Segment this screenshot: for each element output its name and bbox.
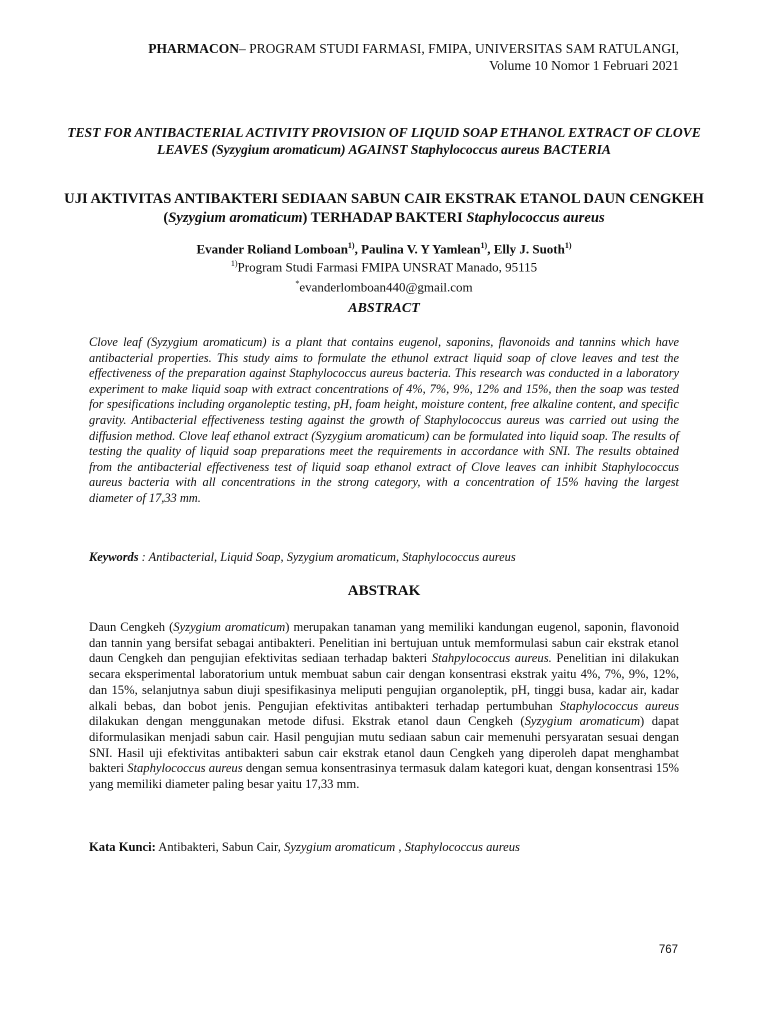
abstrak-segment: ) merupakan tanaman yang memiliki kandungan eugenol, saponin, flavonoid dan tannin yang bersifat sebagai antibakteri. Penelitian ini bertujuan untuk memformulasi sabun cair ekstrak etanol daun Cengkeh dan pengujian efektivitas sediaan terhadap bakteri: [89, 620, 679, 666]
page-number: 767: [658, 944, 678, 956]
keywords-text: : Antibacterial, Liquid Soap, Syzygium aromaticum, Staphylococcus aureus: [138, 550, 516, 564]
title-id-species: Syzygium aromaticum: [168, 210, 303, 226]
abstrak-segment: Daun Cengkeh (: [89, 620, 174, 634]
abstract-english: Clove leaf (Syzygium aromaticum) is a plant that contains eugenol, saponins, flavonoids and tannins which have antibacterial properties. This study aims to formulate the ethunol extract liquid soap of clove leaves and test the effectiveness of the preparation against Staphylococcus aureus bacteria. This research was conducted in a laboratory experiment to make liquid soap with extract concentrations of 4%, 7%, 9%, 12% and 15%, then the soap was tested for spesifications including organoleptic testing, pH, foam height, moisture content, free alkaline content, and specific gravity. Antibacterial effectiveness testing against the growth of Staphylococcus aureus was carried out using the diffusion method. Clove leaf ethanol extract (Syzygium aromaticum) can be formulated into liquid soap. The results of testing the quality of liquid soap preparations meet the requirements in accordance with SNI. The results obtained from the antibacterial effectiveness test of liquid soap ethanol extract of Clove leaves can inhibit Staphylococcus aureus bacteria with all concentrations in the strong category, with a concentration of 15% having the largest diameter of 17,33 mm.: [89, 335, 679, 505]
journal-program: – PROGRAM STUDI FARMASI, FMIPA, UNIVERSITAS SAM RATULANGI,: [239, 41, 679, 56]
kata-kunci-text: Antibakteri, Sabun Cair,: [155, 840, 285, 854]
abstract-heading: ABSTRACT: [348, 301, 420, 316]
author-sup: 1): [480, 241, 488, 250]
affiliation: [60, 255, 708, 296]
abstrak-italic-segment: Stahpylococcus aureus.: [431, 651, 552, 666]
author-sep: ,: [487, 241, 494, 257]
abstrak-indonesian: [89, 620, 679, 793]
abstrak-heading: ABSTRAK: [347, 583, 421, 599]
email-mark: *: [295, 279, 300, 289]
abstrak-segment: dilakukan dengan menggunakan metode difusi. Ekstrak etanol daun Cengkeh (: [89, 714, 525, 729]
author-sup: 1): [564, 241, 572, 250]
author-sep: ,: [354, 241, 362, 257]
kata-kunci-label: Kata Kunci:: [89, 840, 156, 854]
abstrak-italic-segment: Syzygium aromaticum: [524, 714, 641, 729]
kata-kunci-species: Syzygium aromaticum: [284, 840, 396, 854]
affiliation-text: Program Studi Farmasi FMIPA UNSRAT Manado, 95115: [237, 259, 538, 275]
kata-kunci-sep: ,: [395, 840, 405, 854]
author-name: Elly J. Suoth: [493, 241, 565, 257]
abstrak-segment: Penelitian ini dilakukan secara eksperimental laboratorium untuk membuat sabun cair dengan konsentrasi ekstrak yaitu 4%, 7%, 9%, 12%, dan 15%, selanjutnya sabun diuji spesifikasinya meliputi pengujian organoleptik, pH, tinggi busa, kadar air, kadar alkali bebas, dan bobot jenis. Pengujian efektivitas antibakteri terhadap pertumbuhan: [89, 651, 680, 713]
title-id-part2: ) TERHADAP BAKTERI: [302, 210, 467, 226]
kata-kunci: [89, 840, 679, 855]
affiliation-sup: 1): [230, 259, 238, 268]
title-id-part1: UJI AKTIVITAS ANTIBAKTERI SEDIAAN SABUN CAIR EKSTRAK ETANOL DAUN CENGKEH (: [64, 191, 704, 226]
affiliation-line: [60, 255, 708, 275]
author-name: Paulina V. Y Yamlean: [361, 241, 481, 257]
abstrak-italic-segment: Staphylococcus aureus: [127, 761, 243, 776]
journal-volume: Volume 10 Nomor 1 Februari 2021: [489, 58, 679, 73]
abstrak-segment: ) dapat diformulasikan menjadi sabun cair. Hasil pengujian mutu sediaan sabun cair memenuhi persyaratan sesuai dengan SNI. Hasil uji efektivitas antibakteri sabun cair ekstrak etanol daun Cengkeh yang diperoleh dapat menghambat bakteri: [89, 714, 679, 776]
author-email: evanderlomboan440@gmail.com: [299, 279, 473, 295]
abstrak-segment: dengan semua konsentrasinya termasuk dalam kategori kuat, dengan konsentrasi 15% yang memiliki diameter paling besar yaitu 17,33 mm.: [89, 761, 679, 792]
email-line: [60, 275, 708, 295]
header-line-1: [148, 40, 679, 57]
title-id-bacteria: Staphylococcus aureus: [466, 210, 605, 226]
author-sup: 1): [347, 241, 355, 250]
abstrak-italic-segment: Syzygium aromaticum: [173, 620, 286, 634]
abstrak-italic-segment: Staphylococcus aureus: [559, 698, 679, 713]
keywords: [89, 550, 679, 565]
kata-kunci-bacteria: Staphylococcus aureus: [404, 840, 520, 854]
author-name: Evander Roliand Lomboan: [196, 241, 348, 257]
title-english: TEST FOR ANTIBACTERIAL ACTIVITY PROVISION OF LIQUID SOAP ETHANOL EXTRACT OF CLOVE LEAVES (Syzygium aromaticum) AGAINST Staphylococcus aureus BACTERIA: [67, 125, 701, 157]
running-header: [148, 40, 679, 74]
title-indonesian: [60, 190, 708, 228]
journal-name: PHARMACON: [148, 41, 240, 56]
keywords-label: Keywords: [89, 550, 139, 564]
